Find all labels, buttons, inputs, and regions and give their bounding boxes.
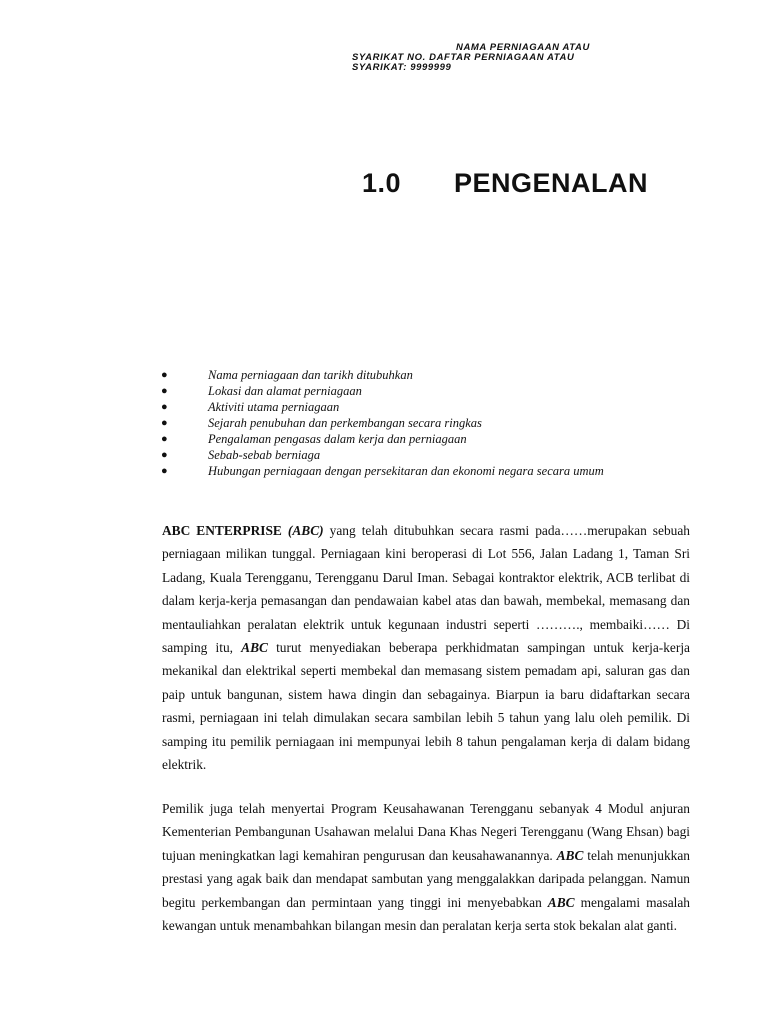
company-abbreviation: ABC xyxy=(547,894,575,910)
bullet-text: Lokasi dan alamat perniagaan xyxy=(208,384,362,398)
topic-bullet-list xyxy=(160,367,604,479)
section-heading: PENGENALAN xyxy=(454,168,649,198)
bullet-item xyxy=(160,383,604,399)
bullet-text: Aktiviti utama perniagaan xyxy=(208,400,340,414)
bullet-icon: ● xyxy=(161,465,168,477)
bullet-icon: ● xyxy=(161,401,168,413)
paragraph-text: turut menyediakan beberapa perkhidmatan sampingan untuk kerja-kerja mekanikal dan elektrikal seperti membekal dan memasang sistem pemadam api, saluran gas dan paip untuk bangunan, sistem hawa dingin dan sebagainya. Biarpun ia baru didaftarkan secara rasmi, perniagaan ini telah dimulakan secara sambilan lebih 5 tahun yang lalu oleh pemilik. Di samping itu pemilik perniagaan ini mempunyai lebih 8 tahun pengalaman kerja di dalam bidang elektrik. xyxy=(162,640,690,773)
document-header xyxy=(352,43,642,73)
paragraph-text: yang telah ditubuhkan secara rasmi pada……merupakan sebuah perniagaan milikan tunggal. Perniagaan kini beroperasi di Lot 556, Jalan Ladang 1, Taman Sri Ladang, Kuala Terengganu, Terengganu Darul Iman. Sebagai kontraktor elektrik, ACB terlibat di dalam kerja-kerja pemasangan dan pendawaian kabel atas dan bawah, membekal, memasang dan mentauliahkan peralatan elektrik untuk kegunaan industri seperti ………., membaiki…… Di samping itu, xyxy=(162,523,690,656)
bullet-icon: ● xyxy=(161,385,168,397)
paragraph-introduction xyxy=(162,519,690,776)
bullet-text: Sebab-sebab berniaga xyxy=(208,448,321,462)
section-number: 1.0 xyxy=(362,168,402,198)
bullet-text: Hubungan perniagaan dengan persekitaran dan ekonomi negara secara umum xyxy=(208,464,604,478)
bullet-text: Sejarah penubuhan dan perkembangan secara ringkas xyxy=(208,416,482,430)
paragraph-owner-background xyxy=(162,797,690,937)
bullet-item xyxy=(160,399,604,415)
bullet-icon: ● xyxy=(161,417,168,429)
section-title xyxy=(362,168,648,199)
bullet-icon: ● xyxy=(161,433,168,445)
bullet-text: Pengalaman pengasas dalam kerja dan perniagaan xyxy=(208,432,467,446)
bullet-item xyxy=(160,431,604,447)
header-line-2: SYARIKAT NO. DAFTAR PERNIAGAAN ATAU xyxy=(352,52,575,63)
company-name: ABC ENTERPRISE xyxy=(162,523,282,538)
bullet-text: Nama perniagaan dan tarikh ditubuhkan xyxy=(208,368,413,382)
paragraph-text: Pemilik juga telah menyertai Program Keusahawanan Terengganu sebanyak 4 Modul anjuran Kementerian Pembangunan Usahawan melalui Dana Khas Negeri Terengganu (Wang Ehsan) bagi tujuan meningkatkan lagi kemahiran pengurusan dan keusahawanannya. xyxy=(162,801,690,863)
bullet-item xyxy=(160,367,604,383)
bullet-item xyxy=(160,463,604,479)
company-abbreviation: ABC xyxy=(241,640,268,656)
header-line-3: SYARIKAT: 9999999 xyxy=(352,62,452,73)
paragraph-text: mengalami masalah kewangan untuk menambahkan bilangan mesin dan peralatan kerja serta stok bekalan alat ganti. xyxy=(162,894,690,934)
company-abbreviation: (ABC) xyxy=(287,523,324,538)
header-line-1: NAMA PERNIAGAAN ATAU xyxy=(456,42,590,53)
bullet-item xyxy=(160,447,604,463)
bullet-icon: ● xyxy=(161,449,168,461)
bullet-item xyxy=(160,415,604,431)
company-abbreviation: ABC xyxy=(556,847,584,863)
paragraph-text: telah menunjukkan prestasi yang agak baik dan mendapat sambutan yang menggalakkan daripada pelanggan. Namun begitu perkembangan dan permintaan yang tinggi ini menyebabkan xyxy=(162,847,690,910)
bullet-icon: ● xyxy=(161,369,168,381)
